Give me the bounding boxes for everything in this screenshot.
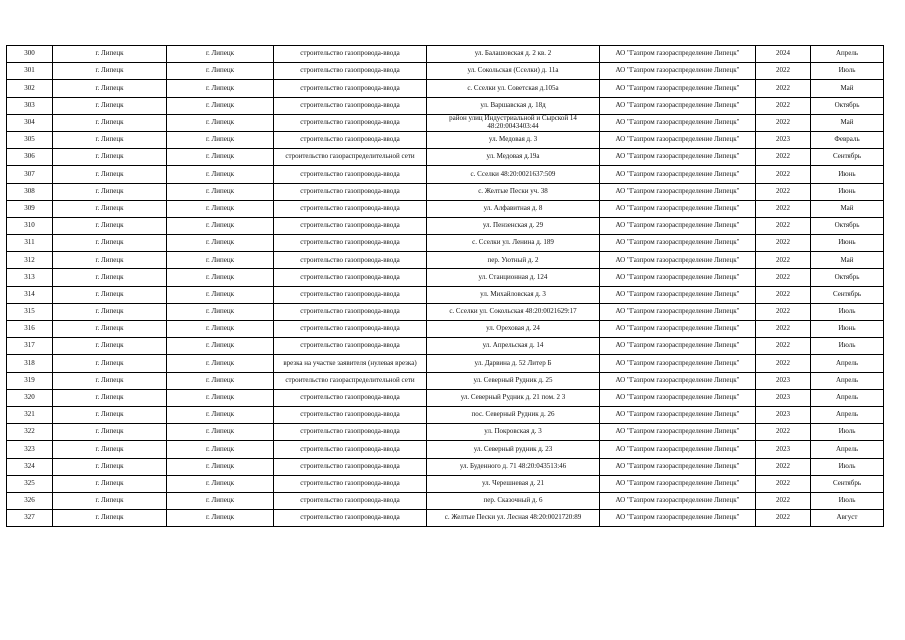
row-number-cell: 320 bbox=[7, 389, 53, 406]
table-row bbox=[7, 63, 884, 80]
work-type-cell: врезка на участке заявителя (нулевая врезка) bbox=[274, 355, 427, 372]
district-cell: г. Липецк bbox=[53, 286, 167, 303]
table-row bbox=[7, 269, 884, 286]
district-cell: г. Липецк bbox=[53, 406, 167, 423]
year-cell: 2022 bbox=[756, 63, 811, 80]
work-type-cell: строительство газораспределительной сети bbox=[274, 149, 427, 166]
row-number-cell: 301 bbox=[7, 63, 53, 80]
month-cell: Сентябрь bbox=[811, 149, 884, 166]
work-type-cell: строительство газопровода-ввода bbox=[274, 303, 427, 320]
year-cell: 2022 bbox=[756, 97, 811, 114]
address-cell: ул. Северный Рудник д. 25 bbox=[427, 372, 600, 389]
work-type-cell: строительство газопровода-ввода bbox=[274, 338, 427, 355]
district-cell: г. Липецк bbox=[53, 235, 167, 252]
organization-cell: АО "Газпром газораспределение Липецк" bbox=[600, 475, 756, 492]
district-cell: г. Липецк bbox=[53, 389, 167, 406]
year-cell: 2022 bbox=[756, 510, 811, 527]
district-cell: г. Липецк bbox=[53, 252, 167, 269]
month-cell: Июль bbox=[811, 424, 884, 441]
district-cell: г. Липецк bbox=[53, 372, 167, 389]
month-cell: Октябрь bbox=[811, 269, 884, 286]
row-number-cell: 327 bbox=[7, 510, 53, 527]
work-type-cell: строительство газопровода-ввода bbox=[274, 321, 427, 338]
year-cell: 2023 bbox=[756, 389, 811, 406]
table-row bbox=[7, 235, 884, 252]
year-cell: 2023 bbox=[756, 372, 811, 389]
table-row bbox=[7, 80, 884, 97]
table-row bbox=[7, 475, 884, 492]
work-type-cell: строительство газопровода-ввода bbox=[274, 80, 427, 97]
month-cell: Май bbox=[811, 80, 884, 97]
work-type-cell: строительство газопровода-ввода bbox=[274, 217, 427, 234]
month-cell: Июнь bbox=[811, 166, 884, 183]
locality-cell: г. Липецк bbox=[167, 492, 274, 509]
locality-cell: г. Липецк bbox=[167, 338, 274, 355]
month-cell: Июнь bbox=[811, 235, 884, 252]
row-number-cell: 317 bbox=[7, 338, 53, 355]
address-cell: с. Сселки ул. Сокольская 48:20:0021629:17 bbox=[427, 303, 600, 320]
table-row bbox=[7, 200, 884, 217]
locality-cell: г. Липецк bbox=[167, 269, 274, 286]
district-cell: г. Липецк bbox=[53, 510, 167, 527]
table-row bbox=[7, 46, 884, 63]
organization-cell: АО "Газпром газораспределение Липецк" bbox=[600, 46, 756, 63]
year-cell: 2024 bbox=[756, 46, 811, 63]
locality-cell: г. Липецк bbox=[167, 406, 274, 423]
table-row bbox=[7, 286, 884, 303]
organization-cell: АО "Газпром газораспределение Липецк" bbox=[600, 406, 756, 423]
district-cell: г. Липецк bbox=[53, 492, 167, 509]
work-type-cell: строительство газопровода-ввода bbox=[274, 63, 427, 80]
work-type-cell: строительство газопровода-ввода bbox=[274, 46, 427, 63]
table-row bbox=[7, 321, 884, 338]
work-type-cell: строительство газопровода-ввода bbox=[274, 114, 427, 131]
month-cell: Апрель bbox=[811, 441, 884, 458]
row-number-cell: 309 bbox=[7, 200, 53, 217]
work-type-cell: строительство газопровода-ввода bbox=[274, 458, 427, 475]
table-row bbox=[7, 252, 884, 269]
year-cell: 2022 bbox=[756, 114, 811, 131]
address-cell: ул. Северный Рудник д. 21 пом. 2 3 bbox=[427, 389, 600, 406]
year-cell: 2022 bbox=[756, 217, 811, 234]
month-cell: Июнь bbox=[811, 321, 884, 338]
year-cell: 2022 bbox=[756, 286, 811, 303]
work-type-cell: строительство газопровода-ввода bbox=[274, 510, 427, 527]
table-row bbox=[7, 97, 884, 114]
locality-cell: г. Липецк bbox=[167, 510, 274, 527]
organization-cell: АО "Газпром газораспределение Липецк" bbox=[600, 166, 756, 183]
organization-cell: АО "Газпром газораспределение Липецк" bbox=[600, 97, 756, 114]
table-row bbox=[7, 166, 884, 183]
month-cell: Апрель bbox=[811, 406, 884, 423]
table-row bbox=[7, 114, 884, 131]
year-cell: 2022 bbox=[756, 149, 811, 166]
table-row bbox=[7, 441, 884, 458]
work-type-cell: строительство газопровода-ввода bbox=[274, 475, 427, 492]
row-number-cell: 315 bbox=[7, 303, 53, 320]
row-number-cell: 312 bbox=[7, 252, 53, 269]
year-cell: 2023 bbox=[756, 441, 811, 458]
work-type-cell: строительство газопровода-ввода bbox=[274, 252, 427, 269]
address-cell: район улиц Индустриальной и Сырской 14 48:20:0043403:44 bbox=[427, 114, 600, 131]
row-number-cell: 302 bbox=[7, 80, 53, 97]
locality-cell: г. Липецк bbox=[167, 63, 274, 80]
month-cell: Август bbox=[811, 510, 884, 527]
year-cell: 2022 bbox=[756, 252, 811, 269]
address-cell: с. Сселки ул. Ленина д. 189 bbox=[427, 235, 600, 252]
organization-cell: АО "Газпром газораспределение Липецк" bbox=[600, 149, 756, 166]
organization-cell: АО "Газпром газораспределение Липецк" bbox=[600, 217, 756, 234]
table-row bbox=[7, 149, 884, 166]
locality-cell: г. Липецк bbox=[167, 458, 274, 475]
organization-cell: АО "Газпром газораспределение Липецк" bbox=[600, 441, 756, 458]
organization-cell: АО "Газпром газораспределение Липецк" bbox=[600, 252, 756, 269]
locality-cell: г. Липецк bbox=[167, 355, 274, 372]
organization-cell: АО "Газпром газораспределение Липецк" bbox=[600, 321, 756, 338]
year-cell: 2023 bbox=[756, 406, 811, 423]
address-cell: ул. Ореховая д. 24 bbox=[427, 321, 600, 338]
locality-cell: г. Липецк bbox=[167, 321, 274, 338]
work-type-cell: строительство газопровода-ввода bbox=[274, 406, 427, 423]
row-number-cell: 316 bbox=[7, 321, 53, 338]
address-cell: ул. Михайловская д. 3 bbox=[427, 286, 600, 303]
locality-cell: г. Липецк bbox=[167, 80, 274, 97]
organization-cell: АО "Газпром газораспределение Липецк" bbox=[600, 80, 756, 97]
district-cell: г. Липецк bbox=[53, 475, 167, 492]
organization-cell: АО "Газпром газораспределение Липецк" bbox=[600, 510, 756, 527]
address-cell: с. Сселки ул. Советская д.105а bbox=[427, 80, 600, 97]
organization-cell: АО "Газпром газораспределение Липецк" bbox=[600, 131, 756, 148]
district-cell: г. Липецк bbox=[53, 166, 167, 183]
work-type-cell: строительство газопровода-ввода bbox=[274, 131, 427, 148]
address-cell: ул. Черешневая д. 21 bbox=[427, 475, 600, 492]
locality-cell: г. Липецк bbox=[167, 286, 274, 303]
locality-cell: г. Липецк bbox=[167, 166, 274, 183]
month-cell: Июль bbox=[811, 492, 884, 509]
month-cell: Июль bbox=[811, 303, 884, 320]
table-row bbox=[7, 355, 884, 372]
organization-cell: АО "Газпром газораспределение Липецк" bbox=[600, 269, 756, 286]
row-number-cell: 314 bbox=[7, 286, 53, 303]
organization-cell: АО "Газпром газораспределение Липецк" bbox=[600, 200, 756, 217]
work-type-cell: строительство газопровода-ввода bbox=[274, 389, 427, 406]
work-type-cell: строительство газопровода-ввода bbox=[274, 424, 427, 441]
month-cell: Июль bbox=[811, 338, 884, 355]
year-cell: 2022 bbox=[756, 458, 811, 475]
district-cell: г. Липецк bbox=[53, 97, 167, 114]
row-number-cell: 324 bbox=[7, 458, 53, 475]
table-row bbox=[7, 372, 884, 389]
address-cell: ул. Апрельская д. 14 bbox=[427, 338, 600, 355]
locality-cell: г. Липецк bbox=[167, 131, 274, 148]
district-cell: г. Липецк bbox=[53, 424, 167, 441]
work-type-cell: строительство газопровода-ввода bbox=[274, 441, 427, 458]
district-cell: г. Липецк bbox=[53, 355, 167, 372]
row-number-cell: 311 bbox=[7, 235, 53, 252]
address-cell: ул. Алфавитная д. 8 bbox=[427, 200, 600, 217]
year-cell: 2023 bbox=[756, 131, 811, 148]
row-number-cell: 318 bbox=[7, 355, 53, 372]
district-cell: г. Липецк bbox=[53, 338, 167, 355]
locality-cell: г. Липецк bbox=[167, 252, 274, 269]
district-cell: г. Липецк bbox=[53, 183, 167, 200]
work-type-cell: строительство газопровода-ввода bbox=[274, 286, 427, 303]
district-cell: г. Липецк bbox=[53, 80, 167, 97]
year-cell: 2022 bbox=[756, 183, 811, 200]
organization-cell: АО "Газпром газораспределение Липецк" bbox=[600, 183, 756, 200]
month-cell: Сентябрь bbox=[811, 286, 884, 303]
address-cell: ул. Медовая д.19а bbox=[427, 149, 600, 166]
district-cell: г. Липецк bbox=[53, 114, 167, 131]
year-cell: 2022 bbox=[756, 235, 811, 252]
table-row bbox=[7, 217, 884, 234]
row-number-cell: 306 bbox=[7, 149, 53, 166]
locality-cell: г. Липецк bbox=[167, 217, 274, 234]
month-cell: Октябрь bbox=[811, 97, 884, 114]
organization-cell: АО "Газпром газораспределение Липецк" bbox=[600, 235, 756, 252]
row-number-cell: 321 bbox=[7, 406, 53, 423]
locality-cell: г. Липецк bbox=[167, 424, 274, 441]
year-cell: 2022 bbox=[756, 321, 811, 338]
organization-cell: АО "Газпром газораспределение Липецк" bbox=[600, 389, 756, 406]
locality-cell: г. Липецк bbox=[167, 441, 274, 458]
locality-cell: г. Липецк bbox=[167, 97, 274, 114]
gasification-table bbox=[6, 45, 884, 527]
work-type-cell: строительство газопровода-ввода bbox=[274, 269, 427, 286]
district-cell: г. Липецк bbox=[53, 131, 167, 148]
month-cell: Апрель bbox=[811, 355, 884, 372]
locality-cell: г. Липецк bbox=[167, 389, 274, 406]
year-cell: 2022 bbox=[756, 303, 811, 320]
table-body bbox=[7, 46, 884, 527]
organization-cell: АО "Газпром газораспределение Липецк" bbox=[600, 303, 756, 320]
address-cell: с. Желтые Пески уч. 38 bbox=[427, 183, 600, 200]
organization-cell: АО "Газпром газораспределение Липецк" bbox=[600, 492, 756, 509]
row-number-cell: 319 bbox=[7, 372, 53, 389]
row-number-cell: 325 bbox=[7, 475, 53, 492]
locality-cell: г. Липецк bbox=[167, 183, 274, 200]
row-number-cell: 310 bbox=[7, 217, 53, 234]
table-row bbox=[7, 458, 884, 475]
table-row bbox=[7, 406, 884, 423]
work-type-cell: строительство газопровода-ввода bbox=[274, 183, 427, 200]
district-cell: г. Липецк bbox=[53, 200, 167, 217]
organization-cell: АО "Газпром газораспределение Липецк" bbox=[600, 286, 756, 303]
month-cell: Апрель bbox=[811, 372, 884, 389]
table-row bbox=[7, 338, 884, 355]
address-cell: пер. Уютный д. 2 bbox=[427, 252, 600, 269]
district-cell: г. Липецк bbox=[53, 149, 167, 166]
row-number-cell: 300 bbox=[7, 46, 53, 63]
month-cell: Апрель bbox=[811, 389, 884, 406]
address-cell: ул. Сокольская (Сселки) д. 11а bbox=[427, 63, 600, 80]
year-cell: 2022 bbox=[756, 355, 811, 372]
table-row bbox=[7, 389, 884, 406]
row-number-cell: 326 bbox=[7, 492, 53, 509]
address-cell: пос. Северный Рудник д. 26 bbox=[427, 406, 600, 423]
row-number-cell: 303 bbox=[7, 97, 53, 114]
row-number-cell: 305 bbox=[7, 131, 53, 148]
address-cell: ул. Северный рудник д. 23 bbox=[427, 441, 600, 458]
month-cell: Апрель bbox=[811, 46, 884, 63]
organization-cell: АО "Газпром газораспределение Липецк" bbox=[600, 114, 756, 131]
district-cell: г. Липецк bbox=[53, 303, 167, 320]
address-cell: ул. Дарвина д. 52 Литер Б bbox=[427, 355, 600, 372]
document-page bbox=[6, 45, 883, 527]
table-row bbox=[7, 510, 884, 527]
table-row bbox=[7, 183, 884, 200]
table-row bbox=[7, 424, 884, 441]
year-cell: 2022 bbox=[756, 492, 811, 509]
year-cell: 2022 bbox=[756, 269, 811, 286]
locality-cell: г. Липецк bbox=[167, 46, 274, 63]
month-cell: Июнь bbox=[811, 183, 884, 200]
district-cell: г. Липецк bbox=[53, 63, 167, 80]
year-cell: 2022 bbox=[756, 80, 811, 97]
year-cell: 2022 bbox=[756, 166, 811, 183]
row-number-cell: 322 bbox=[7, 424, 53, 441]
table-row bbox=[7, 131, 884, 148]
year-cell: 2022 bbox=[756, 475, 811, 492]
district-cell: г. Липецк bbox=[53, 321, 167, 338]
row-number-cell: 323 bbox=[7, 441, 53, 458]
row-number-cell: 307 bbox=[7, 166, 53, 183]
month-cell: Май bbox=[811, 252, 884, 269]
organization-cell: АО "Газпром газораспределение Липецк" bbox=[600, 372, 756, 389]
locality-cell: г. Липецк bbox=[167, 200, 274, 217]
organization-cell: АО "Газпром газораспределение Липецк" bbox=[600, 63, 756, 80]
year-cell: 2022 bbox=[756, 338, 811, 355]
district-cell: г. Липецк bbox=[53, 269, 167, 286]
month-cell: Июль bbox=[811, 63, 884, 80]
month-cell: Май bbox=[811, 200, 884, 217]
month-cell: Июль bbox=[811, 458, 884, 475]
district-cell: г. Липецк bbox=[53, 441, 167, 458]
district-cell: г. Липецк bbox=[53, 46, 167, 63]
work-type-cell: строительство газораспределительной сети bbox=[274, 372, 427, 389]
address-cell: ул. Станционная д. 124 bbox=[427, 269, 600, 286]
year-cell: 2022 bbox=[756, 200, 811, 217]
row-number-cell: 308 bbox=[7, 183, 53, 200]
work-type-cell: строительство газопровода-ввода bbox=[274, 200, 427, 217]
address-cell: ул. Балашовская д. 2 кв. 2 bbox=[427, 46, 600, 63]
address-cell: ул. Пензенская д. 29 bbox=[427, 217, 600, 234]
table-row bbox=[7, 492, 884, 509]
locality-cell: г. Липецк bbox=[167, 475, 274, 492]
work-type-cell: строительство газопровода-ввода bbox=[274, 492, 427, 509]
row-number-cell: 304 bbox=[7, 114, 53, 131]
locality-cell: г. Липецк bbox=[167, 149, 274, 166]
work-type-cell: строительство газопровода-ввода bbox=[274, 97, 427, 114]
month-cell: Октябрь bbox=[811, 217, 884, 234]
year-cell: 2022 bbox=[756, 424, 811, 441]
address-cell: ул. Медовая д. 3 bbox=[427, 131, 600, 148]
row-number-cell: 313 bbox=[7, 269, 53, 286]
month-cell: Февраль bbox=[811, 131, 884, 148]
organization-cell: АО "Газпром газораспределение Липецк" bbox=[600, 458, 756, 475]
locality-cell: г. Липецк bbox=[167, 303, 274, 320]
address-cell: с. Желтые Пески ул. Лесная 48:20:0021720:89 bbox=[427, 510, 600, 527]
locality-cell: г. Липецк bbox=[167, 114, 274, 131]
month-cell: Май bbox=[811, 114, 884, 131]
organization-cell: АО "Газпром газораспределение Липецк" bbox=[600, 355, 756, 372]
address-cell: ул. Варшавская д. 18д bbox=[427, 97, 600, 114]
address-cell: пер. Сказочный д. 6 bbox=[427, 492, 600, 509]
organization-cell: АО "Газпром газораспределение Липецк" bbox=[600, 424, 756, 441]
address-cell: ул. Покровская д. 3 bbox=[427, 424, 600, 441]
month-cell: Сентябрь bbox=[811, 475, 884, 492]
district-cell: г. Липецк bbox=[53, 458, 167, 475]
locality-cell: г. Липецк bbox=[167, 235, 274, 252]
work-type-cell: строительство газопровода-ввода bbox=[274, 166, 427, 183]
address-cell: с. Сселки 48:20:0021637:509 bbox=[427, 166, 600, 183]
district-cell: г. Липецк bbox=[53, 217, 167, 234]
locality-cell: г. Липецк bbox=[167, 372, 274, 389]
organization-cell: АО "Газпром газораспределение Липецк" bbox=[600, 338, 756, 355]
work-type-cell: строительство газопровода-ввода bbox=[274, 235, 427, 252]
table-row bbox=[7, 303, 884, 320]
address-cell: ул. Буденного д. 71 48:20:043513:46 bbox=[427, 458, 600, 475]
